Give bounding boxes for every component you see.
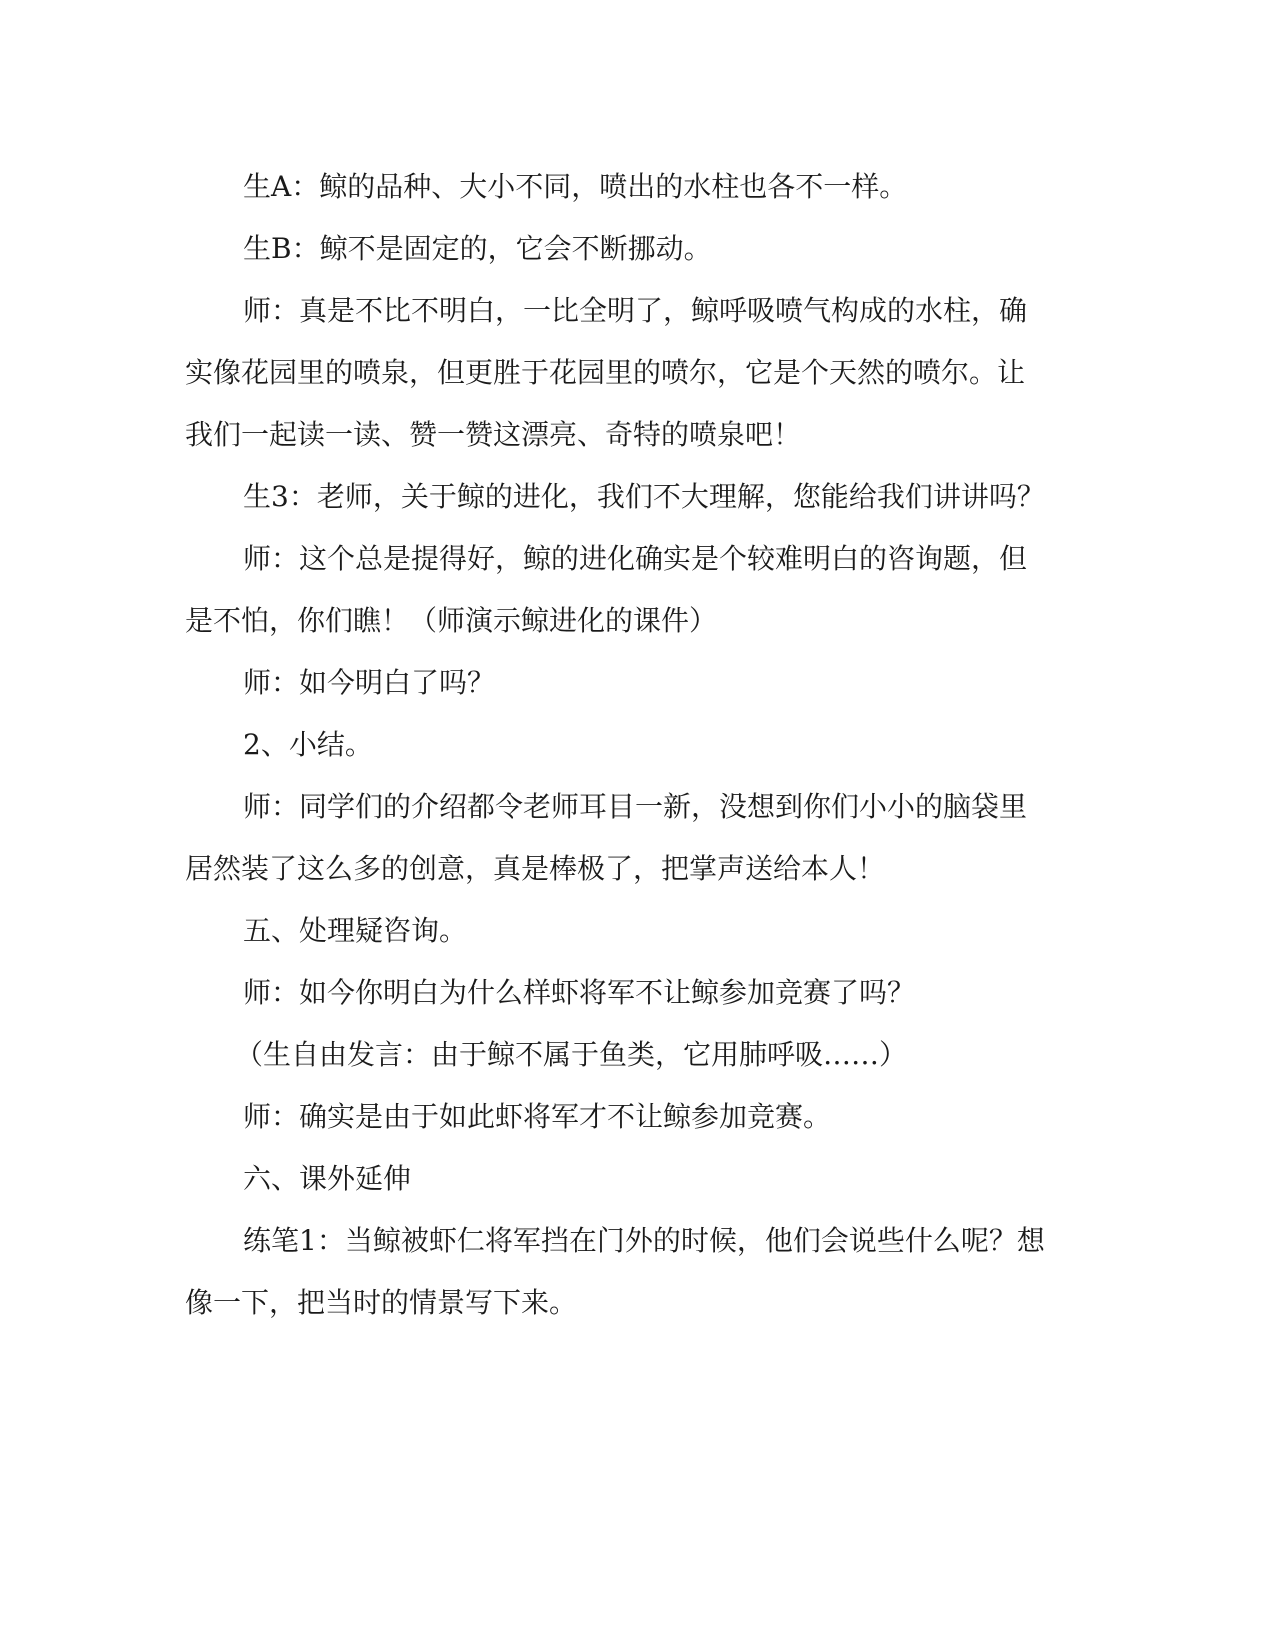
text-line: 师：真是不比不明白，一比全明了，鲸呼吸喷气构成的水柱，确	[243, 294, 1028, 327]
text-line: 像一下，把当时的情景写下来。	[185, 1286, 578, 1319]
text-line: 练笔1：当鲸被虾仁将军挡在门外的时候，他们会说些什么呢？想	[243, 1224, 1045, 1257]
text-line: 生B：鲸不是固定的，它会不断挪动。	[243, 232, 712, 265]
text-line: 实像花园里的喷泉，但更胜于花园里的喷尔，它是个天然的喷尔。让	[185, 356, 1026, 389]
text-line: 是不怕，你们瞧！（师演示鲸进化的课件）	[185, 604, 718, 637]
text-line: 师：这个总是提得好，鲸的进化确实是个较难明白的咨询题，但	[243, 542, 1028, 575]
text-line: 师：如今你明白为什么样虾将军不让鲸参加竞赛了吗？	[243, 976, 916, 1009]
text-line: 生3：老师，关于鲸的进化，我们不大理解，您能给我们讲讲吗？	[243, 480, 1045, 513]
text-line: 师：确实是由于如此虾将军才不让鲸参加竞赛。	[243, 1100, 832, 1133]
section-heading: 五、处理疑咨询。	[243, 914, 468, 947]
text-line: 我们一起读一读、赞一赞这漂亮、奇特的喷泉吧！	[185, 418, 802, 451]
text-line: 师：如今明白了吗？	[243, 666, 496, 699]
section-heading: 六、课外延伸	[243, 1162, 412, 1195]
section-heading: 2、小结。	[243, 728, 373, 761]
text-line: 生A：鲸的品种、大小不同，喷出的水柱也各不一样。	[243, 170, 908, 203]
text-line: 师：同学们的介绍都令老师耳目一新，没想到你们小小的脑袋里	[243, 790, 1028, 823]
text-line: 居然装了这么多的创意，真是棒极了，把掌声送给本人！	[185, 852, 886, 885]
text-line: （生自由发言：由于鲸不属于鱼类，它用肺呼吸……）	[235, 1038, 908, 1071]
